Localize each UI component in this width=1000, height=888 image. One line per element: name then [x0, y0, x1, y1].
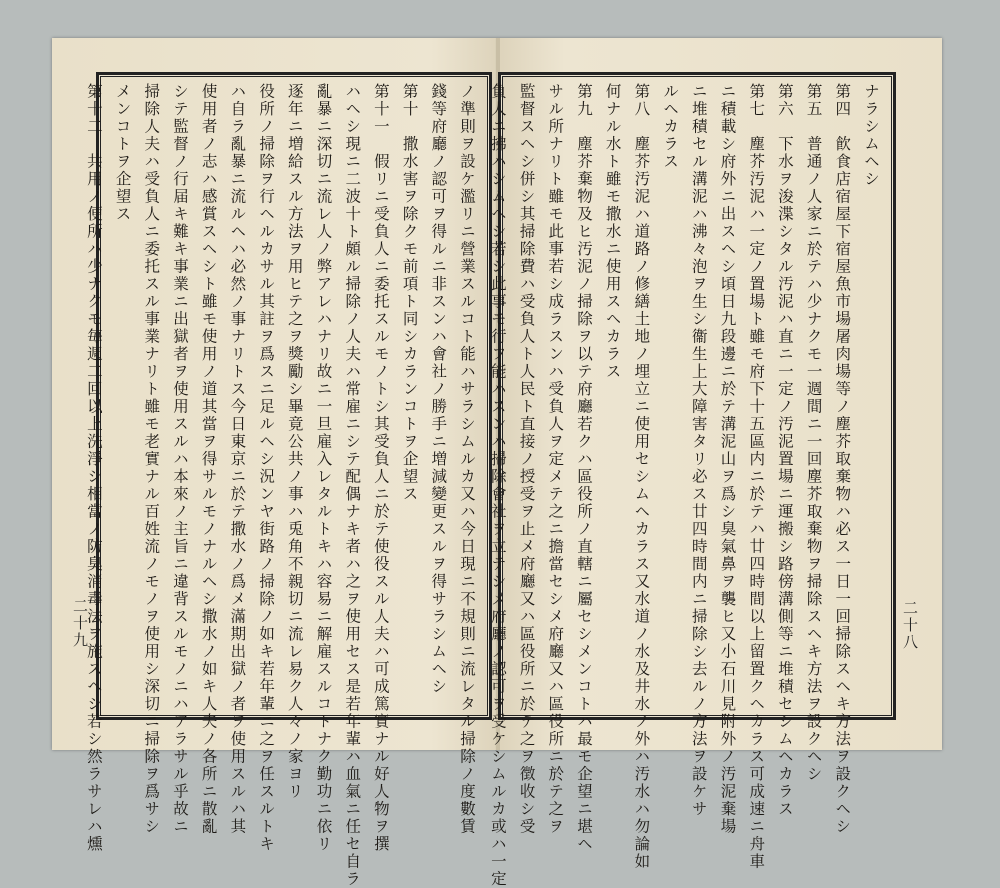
right-page-frame	[488, 72, 896, 888]
text-column: メンコトヲ企望ス	[113, 83, 132, 223]
text-column: ニ積載シ府外ニ出スヘシ頃日九段邊ニ於テ溝泥山ヲ爲シ臭氣鼻ヲ襲ヒ又小石川見附外ノ汚泥棄場	[718, 83, 737, 836]
text-column: 第六 下水ヲ浚渫シタル汚泥ハ直ニ一定ノ汚泥置場ニ運搬シ路傍溝側等ニ堆積セシムヘカラス	[775, 83, 794, 818]
text-column: 使用者ノ志ハ感賞スヘシト雖モ使用ノ道其當ヲ得サルモノナルヘシ撒水ノ如キ人夫ノ各所ニ散亂	[199, 83, 218, 836]
right-page-text	[488, 83, 885, 888]
left-page-text	[84, 83, 481, 888]
text-column: 第四 飮食店宿屋下宿屋魚市場屠肉場等ノ塵芥取棄物ハ必ス一日一回掃除スヘキ方法ヲ設クヘシ	[833, 83, 852, 836]
text-column: 第七 塵芥汚泥ハ一定ノ置場ト雖モ府下十五區内ニ於テハ廿四時間以上留置クヘカラス可成速ニ舟車	[747, 83, 766, 871]
text-column: 第五 普通ノ人家ニ於テハ少ナクモ一週間ニ一回塵芥取棄物ヲ掃除スヘキ方法ヲ設クヘシ	[804, 83, 823, 783]
text-column: ハ自ラ亂暴ニ流ルヘハ必然ノ事ナリトス今日東京ニ於テ撒水ノ爲メ滿期出獄ノ者ヲ使用スルハ其	[228, 83, 247, 836]
text-column: 何ナル水ト雖モ撒水ニ使用スヘカラス	[603, 83, 622, 381]
left-page-frame	[84, 72, 492, 888]
text-column: 第十一 假リニ受負人ニ委托スルモノトシ其受負人ニ於テ使役スル人夫ハ可成篤實ナル好人物ヲ撰	[371, 83, 390, 853]
text-column: 役所ノ掃除ヲ行ヘルカサル其註ヲ爲スニ足ルヘシ況ンヤ街路ノ掃除ノ如キ若年輩ニ之ヲ任スルトキ	[257, 83, 276, 853]
text-column: ナラシムヘシ	[862, 83, 880, 188]
text-column: 負人ニ拂ハシムヘシ若シ此事モ行フ能ハスンハ掃除會社ヲ立テシメ府廳ノ認可ヲ受ケシムルカ或ハ一定	[488, 83, 507, 888]
text-column: 第十二 共用ノ便所ハ少ナクモ毎週二回以上洗淨シ相當ノ防臭消毒法ヲ施スヘシ若シ然ラサレハ燻	[84, 83, 103, 853]
page-number-right: 二十八	[901, 600, 919, 651]
text-column: 掃除人夫ハ受負人ニ委托スル事業ナリト雖モ老實ナル百姓流ノモノヲ使用シ深切ニ掃除ヲ爲サシ	[142, 83, 161, 836]
text-column: 逐年ニ増給スル方法ヲ用ヒテ之ヲ獎勵シ畢竟公共ノ事ハ兎角不親切ニ流レ易ク人々ノ家ヨリ	[285, 83, 304, 801]
text-column: 亂暴ニ深切ニ流レ人ノ弊アレハナリ故ニ一旦雇入レタルトキハ容易ニ解雇スルコトナク勤功ニ依リ	[314, 83, 333, 853]
text-column: ルヘカラス	[661, 83, 680, 171]
text-column: 第十 撒水害ヲ除クモ前項ト同シカランコトヲ企望ス	[400, 83, 419, 503]
text-column: 第九 塵芥棄物及ヒ汚泥ノ掃除ヲ以テ府廳若クハ區役所ノ直轄ニ屬セシメンコトハ最モ企望ニ堪ヘ	[574, 83, 593, 853]
text-column: ノ準則ヲ設ケ濫リニ營業スルコト能ハサラシムルカ又ハ今日現ニ不規則ニ流レタル掃除ノ度數賃	[458, 83, 476, 836]
text-column: ハヘシ現ニ二波十ト頗ル掃除ノ人夫ハ常雇ニシテ配偶ナキ者ハ之ヲ使用セス是若年輩ハ血氣ニ任セ自ラ	[343, 83, 362, 888]
text-column: 監督スヘシ併シ其掃除費ハ受負人ト人民ト直接ノ授受ヲ止メ府廳又ハ區役所ニ於テ之ヲ徴收シ受	[517, 83, 536, 836]
page-number-left: 二十九	[71, 598, 89, 649]
text-column: 第八 塵芥汚泥ハ道路ノ修繕土地ノ埋立ニ使用セシムヘカラス又水道ノ水及井水ノ外ハ汚水ハ勿論如	[632, 83, 651, 871]
text-column: 錢等府廳ノ認可ヲ得ルニ非スンハ會社ノ勝手ニ増減變更スルヲ得サラシムヘシ	[429, 83, 448, 696]
text-column: ニ堆積セル溝泥ハ沸々泡ヲ生シ衞生上大障害タリ必ス廿四時間内ニ掃除シ去ルノ方法ヲ設ケサ	[689, 83, 708, 818]
text-column: シテ監督ノ行届キ難キ事業ニ出獄者ヲ使用スルハ本來ノ主旨ニ違背スルモノニハアラサル乎故ニ	[170, 83, 189, 836]
text-column: サル所ナリト雖モ此事若シ成ラスンハ受負人ヲ定メテ之ニ擔當セシメ府廳又ハ區役所ニ於テ之ヲ	[546, 83, 565, 836]
